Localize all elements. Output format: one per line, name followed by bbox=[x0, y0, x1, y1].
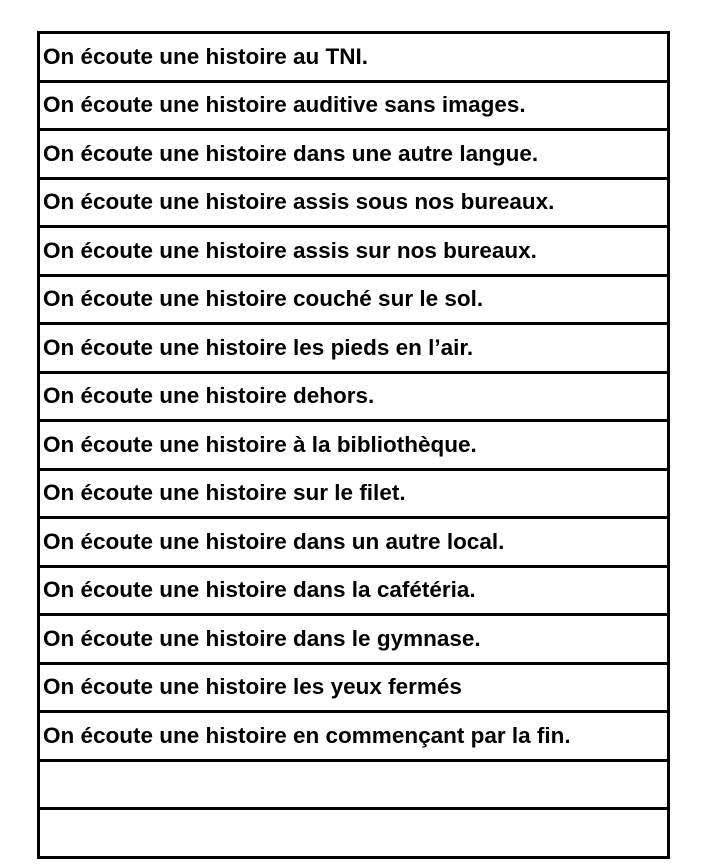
table-row bbox=[40, 665, 667, 714]
activity-table bbox=[37, 31, 670, 859]
row-text: On écoute une histoire dans une autre langue. bbox=[43, 140, 539, 166]
table-row-empty bbox=[40, 762, 667, 811]
row-text: On écoute une histoire sur le filet. bbox=[43, 480, 406, 505]
row-text: On écoute une histoire couché sur le sol. bbox=[43, 286, 484, 311]
table-row bbox=[40, 277, 667, 326]
table-row bbox=[40, 34, 667, 83]
table-row-empty bbox=[40, 810, 667, 859]
table-row bbox=[40, 616, 667, 665]
row-text: On écoute une histoire en commençant par la fin. bbox=[43, 722, 571, 748]
row-text: On écoute une histoire dans un autre local. bbox=[43, 528, 505, 554]
table-row bbox=[40, 180, 667, 229]
table-row bbox=[40, 713, 667, 762]
row-text: On écoute une histoire les pieds en l’air. bbox=[43, 334, 474, 360]
table-row bbox=[40, 422, 667, 471]
row-text: On écoute une histoire dehors. bbox=[43, 383, 375, 408]
row-text: On écoute une histoire assis sous nos bureaux. bbox=[43, 189, 555, 214]
table-row bbox=[40, 325, 667, 374]
table-row bbox=[40, 228, 667, 277]
row-text: On écoute une histoire dans la cafétéria. bbox=[43, 577, 476, 602]
table-row bbox=[40, 471, 667, 520]
row-text: On écoute une histoire les yeux fermés bbox=[43, 674, 462, 699]
row-text: On écoute une histoire à la bibliothèque. bbox=[43, 431, 477, 457]
table-row bbox=[40, 568, 667, 617]
table-row bbox=[40, 519, 667, 568]
row-text: On écoute une histoire au TNI. bbox=[43, 43, 369, 69]
table-row bbox=[40, 83, 667, 132]
table-row bbox=[40, 374, 667, 423]
row-text: On écoute une histoire assis sur nos bureaux. bbox=[43, 237, 537, 263]
table-row bbox=[40, 131, 667, 180]
row-text: On écoute une histoire auditive sans images. bbox=[43, 92, 526, 117]
row-text: On écoute une histoire dans le gymnase. bbox=[43, 625, 481, 651]
